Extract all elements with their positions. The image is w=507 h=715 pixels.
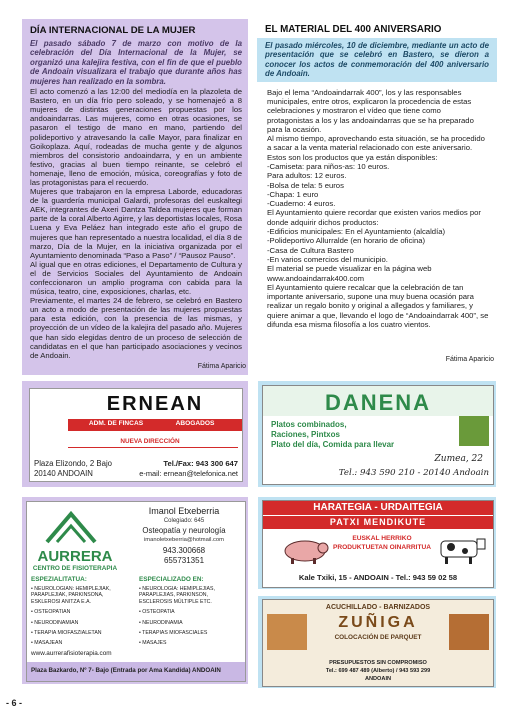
- article-list-item: -Bolsa de tela: 5 euros: [267, 180, 344, 190]
- list-item: • TERAPIA MIOFASZIALETAN: [31, 630, 102, 637]
- ad-harategia-title: HARATEGIA - URDAITEGIA: [313, 502, 443, 513]
- cow-icon: [433, 533, 489, 565]
- ad-ernean-address2: 20140 ANDOAIN: [34, 469, 93, 478]
- article-list-item: -Edificios municipales: En el Ayuntamiento (alcaldía): [267, 227, 446, 237]
- article-paragraph: Al igual que en otras ediciones, el Departamento de Cultura y el de Servicios Sociales del Ayuntamiento de Andoain confeccionaron un amplio programa con cabida para la música, teatro, cine, exposiciones, charlas, etc.: [30, 259, 242, 297]
- ad-aurrera-address: Plaza Bazkardo, Nº 7- Bajo (Entrada por Ama Kandida) ANDOAIN: [31, 667, 221, 674]
- list-item: • NEURODINAMIAN: [31, 619, 79, 626]
- ad-zuniga: [258, 596, 496, 688]
- ad-ernean-new-address: NUEVA DIRECCIÓN: [120, 438, 180, 445]
- list-item: • NEURODINAMIA: [139, 619, 183, 626]
- article-lead-box: [257, 38, 497, 82]
- article-lead: El pasado sábado 7 de marzo con motivo de la celebración del Día Internacional de la Mujer, se organizó una kalejira festiva, con el fin de que el pueblo de Andoain visualizara el trabajo que durante años has mujeres han realizado en la sombra.: [30, 39, 242, 86]
- ad-harategia-tag2: PRODUKTUETAN OINARRITUA: [332, 544, 432, 551]
- ad-aurrera-col2-list: [139, 586, 241, 647]
- ad-aurrera-phone1: 943.300668: [162, 546, 206, 555]
- article-paragraph: Al mismo tiempo, aprovechando esta situación, se ha procedido a sacar a la venta material relacionado con este aniversario.: [267, 134, 485, 153]
- ad-aurrera-col2-title: ESPECIALIZADO EN:: [139, 576, 204, 583]
- article-paragraph: Bajo el lema “Andoaindarrak 400”, los y las responsables municipales, entre otros, explicaron la procedencia de estas celebraciones y mostraron el vídeo que tiene como protagonistas a los y las andoaindarras que se ha preparado para la ocasión.: [267, 87, 474, 134]
- list-item: • OSTEOPATIA: [139, 609, 175, 616]
- divider: [68, 447, 238, 448]
- ad-ernean-address1: Plaza Elizondo, 2 Bajo: [34, 459, 113, 468]
- ad-zuniga-top: ACUCHILLADO - BARNIZADOS: [325, 604, 431, 611]
- list-item: • NEUROLOGIAN: HEMIPLEJIAK, PARAPLEJIAK, PARKINSONA, ESKLEROSI ANITZA E.A.: [31, 586, 111, 605]
- list-item: • MASAJES: [139, 640, 167, 647]
- ad-harategia-owner: PATXI MENDIKUTE: [329, 517, 427, 527]
- ad-zuniga-parquet-image: [449, 614, 489, 650]
- ad-danena: [258, 381, 496, 487]
- ad-zuniga-sub: COLOCACIÓN DE PARQUET: [334, 634, 422, 641]
- ad-danena-panel: [262, 385, 494, 485]
- article-title: EL MATERIAL DEL 400 ANIVERSARIO: [265, 24, 442, 35]
- article-paragraph: El Ayuntamiento quiere recalcar que la celebración de tan importante aniversario, supone una muy buena ocasión para realizar un regalo bonito y original a allegados y familiares, y quiere animar a que, llevando el logo de “Andoaindarrak 400”, se difunda esa misma filosofía a los cuatro vientos.: [267, 282, 489, 330]
- article-list-item: -Polideportivo Allurralde (en horario de oficina): [267, 236, 426, 246]
- ad-danena-name: DANENA: [324, 390, 432, 415]
- ad-ernean-phone: Tel./Fax: 943 300 647: [163, 459, 238, 468]
- ad-danena-line2: Raciones, Pintxos: [271, 430, 340, 439]
- ad-danena-line1: Platos combinados,: [271, 420, 347, 429]
- article-paragraph: Estos son los productos que ya están disponibles:: [267, 152, 438, 162]
- ad-ernean-tag1: ADM. DE FINCAS: [88, 420, 144, 427]
- ad-aurrera-col1-list: [31, 586, 133, 647]
- ad-aurrera-email: imanoletxeberria@hotmail.com: [144, 537, 224, 543]
- ad-danena-phone: Tel.: 943 590 210 - 20140 Andoain: [338, 468, 489, 478]
- ad-aurrera-phone2: 655731351: [163, 556, 205, 565]
- ad-aurrera-subtitle: CENTRO DE FISIOTERAPIA: [32, 565, 118, 572]
- ad-aurrera-panel: [26, 501, 246, 682]
- ad-aurrera-colegiado: Colegiado: 645: [163, 518, 205, 524]
- ad-aurrera: [22, 497, 248, 684]
- ad-aurrera-web: www.aurrerafisioterapia.com: [31, 650, 112, 657]
- ad-harategia: [258, 497, 496, 589]
- ad-aurrera-person: Imanol Etxeberria: [148, 506, 220, 516]
- ad-harategia-tag1: EUSKAL HERRIKO: [352, 535, 412, 542]
- article-body: [30, 87, 242, 360]
- article-list-item: -Cuaderno: 4 euros.: [267, 199, 336, 209]
- ad-aurrera-col1-title: ESPEZIALITATUA:: [31, 576, 87, 583]
- ad-aurrera-specialty: Osteopatía y neurología: [142, 526, 226, 535]
- ad-ernean: [22, 381, 248, 487]
- ad-ernean-panel: [29, 388, 243, 482]
- ad-danena-line3: Plato del día, Comida para llevar: [271, 440, 395, 449]
- list-item: • NEUROLOGIA: HEMIPLEJIAS, PARAPLEJIAS, PARKINSON, ESCLEROSIS MÚLTIPLE ETC.: [139, 586, 215, 605]
- article-list-item: -Casa de Cultura Bastero: [267, 245, 354, 255]
- list-item: • OSTEOPATIAN: [31, 609, 71, 616]
- ad-ernean-name: ERNEAN: [106, 393, 204, 415]
- ad-zuniga-line1: PRESUPUESTOS SIN COMPROMISO: [329, 660, 427, 666]
- article-paragraph: El Ayuntamiento quiere recordar que existen varios medios por donde adquirir dichos productos:: [267, 208, 481, 227]
- ad-zuniga-line2: Tel.: 699 487 489 (Alberto) / 943 593 299: [325, 668, 431, 674]
- article-body: [257, 82, 497, 330]
- article-lead: El pasado miércoles, 10 de diciembre, mediante un acto de presentación que se celebró en Bastero, se dieron a conocer los actos de conmemoración del 400 aniversario de Andoain.: [265, 41, 489, 79]
- ad-zuniga-name: ZUÑIGA: [338, 614, 418, 631]
- article-list-item: -En varios comercios del municipio.: [267, 254, 388, 264]
- ad-zuniga-line3: ANDOAIN: [364, 676, 392, 682]
- list-item: • TERAPIAS MIOFASCIALES: [139, 630, 208, 637]
- article-aniversario: [257, 19, 497, 364]
- ad-harategia-panel: [262, 500, 494, 588]
- page-number: - 6 -: [6, 698, 23, 708]
- article-paragraph: El acto comenzó a las 12:00 del mediodía en la plazoleta de Bastero, en un día frío pero soleado, y se homenajeó a 8 mujeres de distintas generaciones propuestas por los andoaindarras. Las mujeres, como en otras ocasiones, se pasaron el testigo de mano en mano, partiendo del polideportivo y atravesando la calle Mayor, para finalizar en Goikoplaza. Aquí, rodeadas de mucha gente y de algunos miembros del consistorio andoaindarra, y en un ambiente festivo, gracias al buen tiempo reinante, se celebró el homenaje, lleno de emoción, música, coreografías y foto de las protagonistas para el recuerdo.: [30, 87, 242, 187]
- article-paragraph: Previamente, el martes 24 de febrero, se celebró en Bastero un acto a modo de presentación de las mujeres propuestas para esta edición, con la presencia de las mismas, y proyección de un vídeo de la kalejira del pasado año. Mujeres que han sido elegidas dentro de un proceso de selección de candidatas en el que han participado asociaciones y vecinos de Andoain.: [30, 296, 242, 360]
- article-signature: Fátima Aparicio: [197, 363, 246, 370]
- article-mujer: [22, 19, 248, 375]
- article-title: DÍA INTERNACIONAL DE LA MUJER: [30, 25, 196, 36]
- ad-harategia-address: Kale Txiki, 15 - ANDOAIN - Tel.: 943 59 02 58: [298, 573, 458, 582]
- article-paragraph: El material se puede visualizar en la página web www.andoaindarrak400.com: [267, 264, 432, 283]
- pig-icon: [277, 535, 333, 565]
- ad-ernean-email: e-mail: ernean@telefonica.net: [139, 469, 238, 478]
- article-paragraph: Mujeres que trabajaron en la empresa Laborde, educadoras de la guardería municipal Galardi, profesoras del euskaltegi AEK, integrantes de Axeri Dantza Taldea mujeres que forman parte de la coral Alberto Agirre, y las deportistas locales, Rosa Luena y Eva Peláez han integrado este año el grupo de mujeres que han representado a nuestra localidad, el día 8 de marzo, Día de la Mujer, en la iniciativa organizada por el Ayuntamiento denominada “Paso a Paso” / “Pausoz Pauso”.: [30, 187, 242, 260]
- ad-danena-street: Zumea, 22: [434, 454, 483, 464]
- ad-aurrera-name: AURRERA: [37, 548, 113, 565]
- ad-ernean-tag2: ABOGADOS: [175, 420, 215, 427]
- article-signature: Fátima Aparicio: [445, 356, 494, 363]
- ad-danena-photo: [459, 416, 489, 446]
- ad-zuniga-parquet-image: [267, 614, 307, 650]
- article-list-item: -Camiseta: para niños-as: 10 euros.: [267, 162, 390, 171]
- ad-zuniga-panel: [262, 599, 494, 687]
- article-list-item: -Chapa: 1 euro: [267, 189, 319, 199]
- aurrera-logo-icon: [41, 508, 101, 548]
- article-list-item: Para adultos: 12 euros.: [267, 171, 347, 181]
- list-item: • MASAJEAN: [31, 640, 63, 647]
